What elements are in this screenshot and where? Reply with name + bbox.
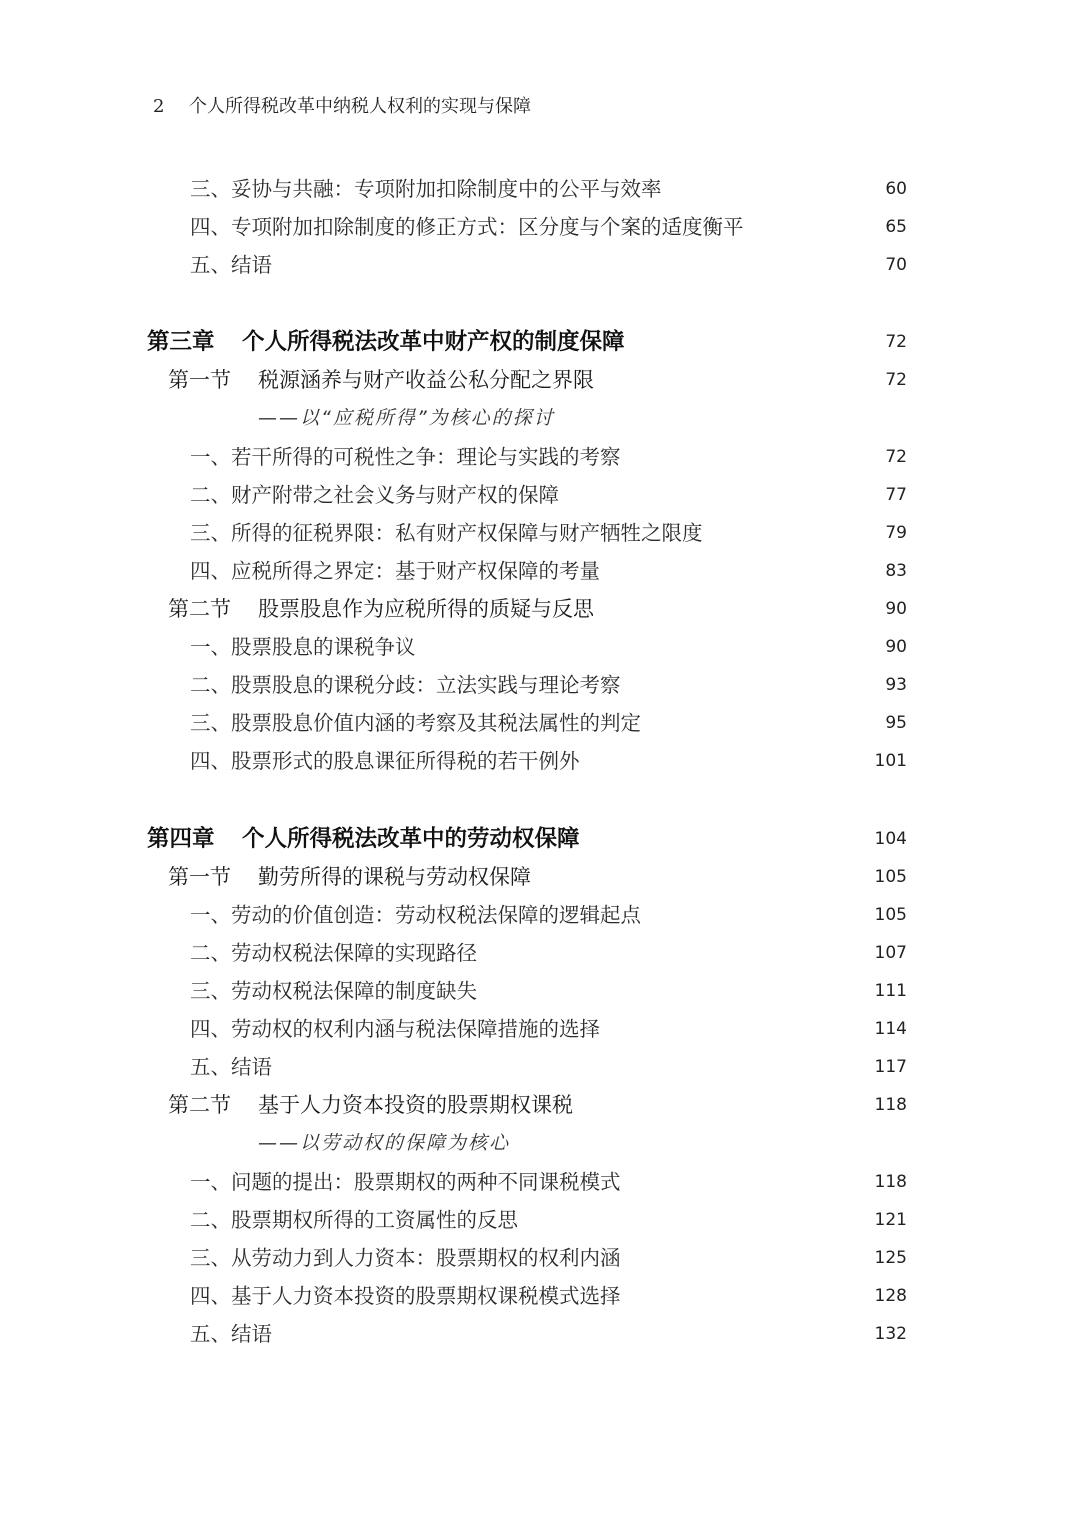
toc-entry-text: 二、劳动权税法保障的实现路径 — [190, 941, 477, 965]
toc-entry-text: 税源涵养与财产收益公私分配之界限 — [258, 368, 594, 392]
toc-item-row — [0, 1163, 1080, 1201]
toc-section-row — [0, 1086, 1080, 1124]
toc-entry-title — [190, 1048, 272, 1086]
toc-page-number: 128 — [874, 1286, 907, 1306]
toc-page-number: 77 — [885, 485, 907, 505]
toc-entry-text: 基于人力资本投资的股票期权课税 — [258, 1093, 573, 1117]
toc-item-row — [0, 742, 1080, 780]
toc-item-row — [0, 896, 1080, 934]
toc-entry-label: 第一节 — [168, 368, 231, 392]
toc-page-number: 118 — [874, 1172, 907, 1192]
toc-page-number: 60 — [885, 179, 907, 199]
toc-page-number: 114 — [874, 1019, 907, 1039]
toc-page-number: 95 — [885, 713, 907, 733]
toc-subtitle-row — [0, 399, 1080, 437]
toc-entry-text: 五、结语 — [190, 1322, 272, 1346]
toc-page-number: 72 — [885, 370, 907, 390]
toc-subtitle-row — [0, 1124, 1080, 1162]
toc-entry-title — [190, 438, 621, 476]
toc-entry-text: 二、股票股息的课税分歧：立法实践与理论考察 — [190, 673, 621, 697]
toc-entry-text: 三、所得的征税界限：私有财产权保障与财产牺牲之限度 — [190, 521, 703, 545]
toc-entry-title — [258, 1124, 510, 1162]
toc-entry-title — [190, 628, 416, 666]
toc-page-number: 72 — [885, 447, 907, 467]
toc-page-number: 65 — [885, 217, 907, 237]
toc-entry-text: 个人所得税法改革中财产权的制度保障 — [242, 329, 625, 355]
toc-entry-title — [190, 1239, 621, 1277]
toc-item-row — [0, 1315, 1080, 1353]
toc-item-row — [0, 552, 1080, 590]
toc-entry-text: 五、结语 — [190, 253, 272, 277]
toc-entry-text: 五、结语 — [190, 1055, 272, 1079]
toc-page-number: 132 — [874, 1324, 907, 1344]
toc-page-number: 101 — [874, 751, 907, 771]
toc-entry-text: 勤劳所得的课税与劳动权保障 — [258, 865, 531, 889]
toc-page-number: 90 — [885, 599, 907, 619]
toc-entry-label: 第二节 — [168, 1093, 231, 1117]
toc-entry-title — [168, 1086, 573, 1124]
toc-entry-title — [168, 858, 531, 896]
toc-page-number: 121 — [874, 1210, 907, 1230]
toc-item-row — [0, 1277, 1080, 1315]
toc-entry-title — [168, 361, 594, 399]
toc-entry-text: 一、问题的提出：股票期权的两种不同课税模式 — [190, 1170, 621, 1194]
toc-item-row — [0, 476, 1080, 514]
toc-item-row — [0, 1048, 1080, 1086]
toc-section-row — [0, 590, 1080, 628]
toc-entry-label: 第一节 — [168, 865, 231, 889]
toc-entry-title — [147, 323, 625, 361]
toc-entry-text: 二、股票期权所得的工资属性的反思 — [190, 1208, 518, 1232]
header-book-title: 个人所得税改革中纳税人权利的实现与保障 — [189, 96, 531, 117]
toc-page-number: 104 — [874, 829, 907, 849]
toc-entry-title — [190, 704, 641, 742]
toc-entry-text: 四、劳动权的权利内涵与税法保障措施的选择 — [190, 1017, 600, 1041]
toc-entry-title — [190, 1277, 621, 1315]
toc-entry-title — [190, 1201, 518, 1239]
toc-page-number: 117 — [874, 1057, 907, 1077]
header-page-number: 2 — [153, 96, 165, 117]
toc-entry-text: 三、劳动权税法保障的制度缺失 — [190, 979, 477, 1003]
toc-section-row — [0, 858, 1080, 896]
toc-item-row — [0, 170, 1080, 208]
toc-entry-title — [168, 590, 594, 628]
toc-entry-label: 第四章 — [147, 826, 215, 852]
toc-entry-text: 三、股票股息价值内涵的考察及其税法属性的判定 — [190, 711, 641, 735]
toc-entry-text: 四、专项附加扣除制度的修正方式：区分度与个案的适度衡平 — [190, 215, 744, 239]
toc-page-number: 125 — [874, 1248, 907, 1268]
toc-entry-title — [190, 1010, 600, 1048]
toc-entry-title — [190, 742, 580, 780]
toc-entry-text: 三、妥协与共融：专项附加扣除制度中的公平与效率 — [190, 177, 662, 201]
toc-page-number: 105 — [874, 905, 907, 925]
toc-item-row — [0, 934, 1080, 972]
toc-section-row — [0, 361, 1080, 399]
toc-page-number: 83 — [885, 561, 907, 581]
toc-item-row — [0, 666, 1080, 704]
toc-entry-text: 二、财产附带之社会义务与财产权的保障 — [190, 483, 559, 507]
toc-entry-text: 四、应税所得之界定：基于财产权保障的考量 — [190, 559, 600, 583]
toc-item-row — [0, 972, 1080, 1010]
toc-item-row — [0, 1239, 1080, 1277]
toc-entry-text: 一、劳动的价值创造：劳动权税法保障的逻辑起点 — [190, 903, 641, 927]
toc-entry-text: 三、从劳动力到人力资本：股票期权的权利内涵 — [190, 1246, 621, 1270]
toc-entry-text: ——以劳动权的保障为核心 — [258, 1132, 511, 1154]
toc-entry-text: 一、若干所得的可税性之争：理论与实践的考察 — [190, 445, 621, 469]
toc-entry-title — [190, 514, 703, 552]
toc-entry-title — [190, 1163, 621, 1201]
toc-page-number: 111 — [874, 981, 907, 1001]
toc-entry-title — [190, 934, 477, 972]
toc-entry-title — [190, 246, 272, 284]
toc-page-number: 93 — [885, 675, 907, 695]
toc-item-row — [0, 1010, 1080, 1048]
toc-page-number: 90 — [885, 637, 907, 657]
toc-entry-title — [190, 552, 600, 590]
toc-entry-title — [190, 208, 744, 246]
toc-entry-title — [190, 972, 477, 1010]
toc-chapter-row — [0, 820, 1080, 858]
toc-entry-text: 股票股息作为应税所得的质疑与反思 — [258, 597, 594, 621]
toc-page-number: 105 — [874, 867, 907, 887]
toc-entry-title — [190, 666, 621, 704]
toc-page-number: 70 — [885, 255, 907, 275]
toc-entry-text: 四、基于人力资本投资的股票期权课税模式选择 — [190, 1284, 621, 1308]
toc-entry-title — [190, 896, 641, 934]
toc-item-row — [0, 1201, 1080, 1239]
toc-item-row — [0, 628, 1080, 666]
toc-entry-text: ——以“应税所得”为核心的探讨 — [258, 407, 555, 429]
toc-page-number: 107 — [874, 943, 907, 963]
toc-entry-title — [190, 170, 662, 208]
toc-entry-title — [147, 820, 580, 858]
toc-entry-label: 第二节 — [168, 597, 231, 621]
toc-entry-title — [258, 399, 555, 437]
toc-page-number: 79 — [885, 523, 907, 543]
toc-entry-text: 一、股票股息的课税争议 — [190, 635, 416, 659]
toc-entry-text: 四、股票形式的股息课征所得税的若干例外 — [190, 749, 580, 773]
toc-item-row — [0, 246, 1080, 284]
toc-entry-title — [190, 476, 559, 514]
toc-page-number: 72 — [885, 332, 907, 352]
toc-entry-title — [190, 1315, 272, 1353]
toc-chapter-row — [0, 323, 1080, 361]
toc-item-row — [0, 514, 1080, 552]
toc-item-row — [0, 208, 1080, 246]
toc-entry-text: 个人所得税法改革中的劳动权保障 — [242, 826, 580, 852]
toc-page-number: 118 — [874, 1095, 907, 1115]
toc-item-row — [0, 438, 1080, 476]
running-head — [153, 92, 531, 118]
toc-item-row — [0, 704, 1080, 742]
toc-entry-label: 第三章 — [147, 329, 215, 355]
